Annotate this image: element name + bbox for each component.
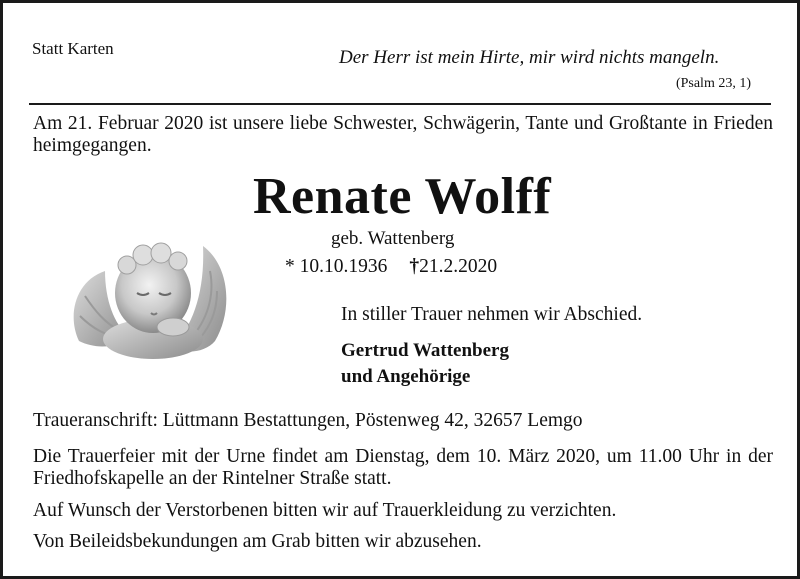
mourner-relatives: und Angehörige: [341, 366, 471, 387]
header-divider: [29, 103, 771, 105]
deceased-name: Renate Wolff: [253, 168, 552, 225]
death-date: 21.2.2020: [419, 256, 498, 277]
birth-name: geb. Wattenberg: [331, 228, 455, 249]
mourner-name: Gertrud Wattenberg: [341, 340, 509, 361]
mourning-address: Traueranschrift: Lüttmann Bestattungen, Pöstenweg 42, 32657 Lemgo: [33, 410, 583, 431]
farewell-text: In stiller Trauer nehmen wir Abschied.: [341, 304, 643, 325]
cherub-angel-icon: [65, 231, 235, 361]
condolence-request: Von Beileidsbekundungen am Grab bitten wir abzusehen.: [33, 531, 482, 552]
psalm-reference: (Psalm 23, 1): [675, 76, 751, 91]
life-dates: [285, 256, 497, 278]
psalm-quote: Der Herr ist mein Hirte, mir wird nichts mangeln.: [339, 47, 720, 68]
cross-icon: †: [409, 256, 420, 277]
birth-date: * 10.10.1936: [285, 256, 388, 277]
clothing-request: Auf Wunsch der Verstorbenen bitten wir auf Trauerkleidung zu verzichten.: [33, 500, 617, 521]
funeral-ceremony-text: Die Trauerfeier mit der Urne findet am Dienstag, dem 10. März 2020, um 11.00 Uhr in der Friedhofskapelle an der Rintelner Straße statt.: [33, 446, 773, 489]
statt-karten-label: Statt Karten: [32, 39, 114, 58]
intro-text: Am 21. Februar 2020 ist unsere liebe Schwester, Schwägerin, Tante und Großtante in Frieden heimgegangen.: [33, 113, 773, 156]
